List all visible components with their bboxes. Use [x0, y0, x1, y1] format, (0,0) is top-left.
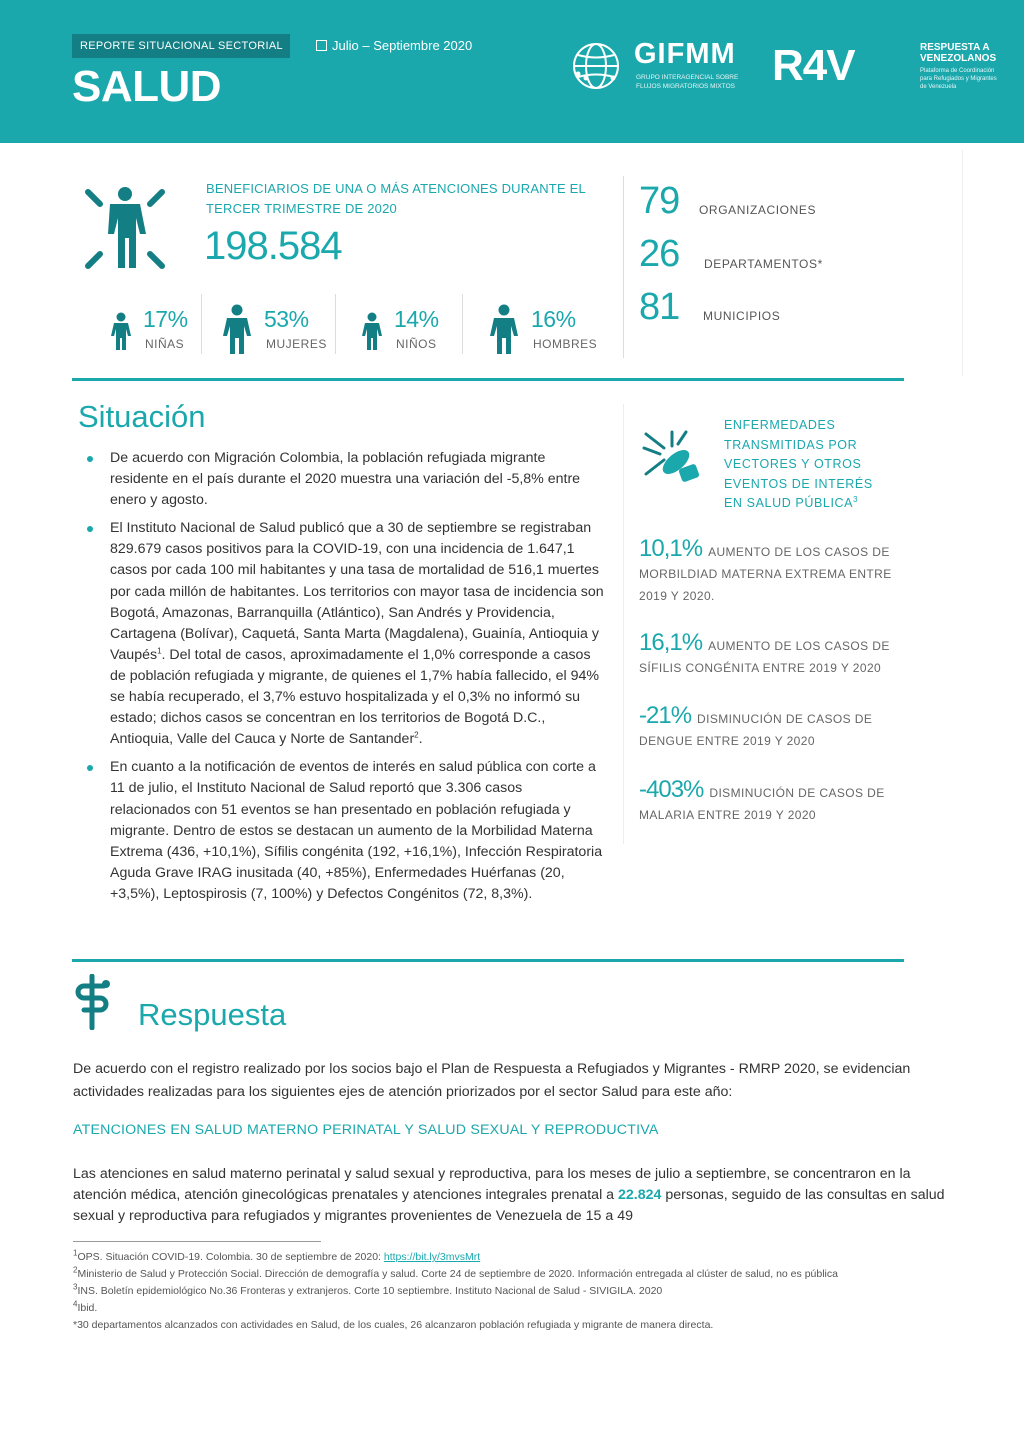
r4v-subtitle: Plataforma de Coordinación para Refugiados y Migrantes de Venezuela	[920, 68, 997, 90]
side-stat-pct: 16,1%	[639, 629, 703, 656]
calendar-icon	[316, 40, 327, 51]
list-item: De acuerdo con Migración Colombia, la población refugiada migrante residente en el país durante el 2020 muestra una variación del -5,8% entre enero y agosto.	[86, 448, 606, 511]
side-stat-text: DISMINUCIÓN DE CASOS DE MALARIA ENTRE 2019 Y 2020	[639, 786, 885, 822]
demo-label-ninos: NIÑOS	[396, 337, 437, 351]
divider	[462, 294, 463, 354]
situation-heading: Situación	[78, 399, 206, 434]
mosquito-icon	[642, 428, 700, 482]
organizations-label: ORGANIZACIONES	[699, 203, 817, 217]
gifmm-name: GIFMM	[634, 38, 736, 70]
footnote: $^2$Ministerio de Salud y Protección Social. Dirección de demografía y salud. Corte 24 de septiembre de 2020. Información entregada al clúster de salud, no es pública	[73, 1265, 838, 1280]
demo-pct-hombres: 16%	[531, 306, 576, 332]
side-stat-text: DISMINUCIÓN DE CASOS DE DENGUE ENTRE 2019 Y 2020	[639, 712, 873, 748]
r4v-title: RESPUESTA A VENEZOLANOS	[920, 42, 997, 64]
divider	[962, 150, 963, 376]
footnote: $^4$Ibid.	[73, 1299, 98, 1314]
section-rule	[72, 959, 904, 962]
departments-count: 26	[639, 233, 680, 275]
divider	[201, 294, 202, 354]
side-panel-heading: ENFERMEDADES TRANSMITIDAS POR VECTORES Y OTROS EVENTOS DE INTERÉS EN SALUD PÚBLICA$^3$	[724, 418, 873, 511]
demo-label-mujeres: MUJERES	[266, 337, 327, 351]
side-stat-text: AUMENTO DE LOS CASOS DE SÍFILIS CONGÉNITA ENTRE 2019 Y 2020	[639, 639, 890, 675]
demo-pct-mujeres: 53%	[264, 306, 309, 332]
footnote: $^1$OPS. Situación COVID-19. Colombia. 30 de septiembre de 2020: https://bit.ly/3mvsMrt	[73, 1248, 481, 1263]
demo-pct-ninos: 14%	[394, 306, 439, 332]
departments-label: DEPARTAMENTOS*	[704, 257, 823, 271]
person-radiating-icon	[80, 184, 170, 274]
demo-pct-ninas: 17%	[143, 306, 188, 332]
side-stat-item	[639, 535, 899, 607]
divider	[335, 294, 336, 354]
footnotes	[73, 1249, 953, 1334]
beneficiaries-count: 198.584	[204, 224, 342, 268]
demo-label-ninas: NIÑAS	[145, 337, 185, 351]
boy-icon	[361, 312, 383, 352]
caduceus-icon	[72, 974, 112, 1030]
divider	[623, 404, 624, 844]
beneficiaries-label: BENEFICIARIOS DE UNA O MÁS ATENCIONES DURANTE EL TERCER TRIMESTRE DE 2020	[206, 181, 586, 216]
list-item: El Instituto Nacional de Salud publicó que a 30 de septiembre se registraban 829.679 casos positivos para la COVID-19, con una incidencia de 1.647,1 casos por cada 100 mil habitantes y una tasa de mortalidad de 516,1 muertes por cada millón de habitantes. Los territorios con mayor tasa de incidencia son Bogotá, Amazonas, Barranquilla (Atlántico), San Andrés y Providencia, Cartagena (Bolívar), Caquetá, Santa Marta (Magdalena), Guainía, Antioquia y Vaupés$^1$. Del total de casos, aproximadamente el 1,0% corresponde a casos de población refugiada y migrante, de quienes el 1,7% había fallecido, el 94% se había recuperado, el 3,7% estuvo hospitalizada y el 0,3% no informó su estado; dichos casos se concentran en los territorios de Bogotá D.C., Antioquia, Valle del Cauca y Norte de Santander$^2$.	[86, 518, 606, 750]
side-stat-pct: -403%	[639, 776, 704, 803]
side-stat-pct: 10,1%	[639, 535, 703, 562]
woman-icon	[222, 304, 252, 356]
footnote-link[interactable]: https://bit.ly/3mvsMrt	[383, 1251, 481, 1263]
footnote: *30 departamentos alcanzados con actividades en Salud, de los cuales, 26 alcanzaron población refugiada y migrante de manera directa.	[73, 1319, 714, 1331]
response-intro: De acuerdo con el registro realizado por los socios bajo el Plan de Respuesta a Refugiados y Migrantes - RMRP 2020, se evidencian actividades realizadas para los siguientes ejes de atención priorizados por el sector Salud para este año:	[73, 1061, 911, 1100]
section-rule	[72, 378, 904, 381]
side-stat-item	[639, 776, 899, 826]
organizations-count: 79	[639, 180, 680, 222]
municipalities-count: 81	[639, 286, 680, 328]
report-type-tag: REPORTE SITUACIONAL SECTORIAL	[72, 34, 290, 58]
girl-icon	[110, 312, 132, 352]
response-heading: Respuesta	[138, 997, 287, 1032]
man-icon	[489, 304, 519, 356]
demo-label-hombres: HOMBRES	[533, 337, 598, 351]
side-stat-text: AUMENTO DE LOS CASOS DE MORBILDIAD MATERNA EXTREMA ENTRE 2019 Y 2020.	[639, 545, 892, 603]
report-period	[316, 38, 472, 53]
municipalities-label: MUNICIPIOS	[703, 309, 781, 323]
list-item: En cuanto a la notificación de eventos de interés en salud pública con corte a 11 de julio, el Instituto Nacional de Salud reportó que 3.306 casos relacionados con 51 eventos se han presentado en población refugiada y migrante. Dentro de estos se destacan un aumento de la Morbilidad Materna Extrema (436, +10,1%), Sífilis congénita (192, +16,1%), Infección Respiratoria Aguda Grave IRAG inusitada (40, +85%), Enfermedades Huérfanas (20, +3,5%), Leptospirosis (7, 100%) y Defectos Congénitos (72, 8,3%).	[86, 757, 606, 905]
side-stat-item	[639, 702, 899, 752]
report-period-text: Julio – Septiembre 2020	[332, 38, 473, 53]
situation-list	[86, 448, 606, 912]
divider	[623, 176, 624, 358]
r4v-logo: R4V	[772, 41, 855, 90]
footnote: $^3$INS. Boletín epidemiológico No.36 Fronteras y extranjeros. Corte 10 septiembre. Instituto Nacional de Salud - SIVIGILA. 2020	[73, 1282, 663, 1297]
side-stat-pct: -21%	[639, 702, 692, 729]
gifmm-subtitle: GRUPO INTERAGENCIAL SOBRE FLUJOS MIGRATORIOS MIXTOS	[636, 74, 739, 90]
page-title: SALUD	[72, 62, 222, 111]
footnote-rule	[73, 1241, 321, 1242]
highlight-count: 22.824	[618, 1187, 662, 1203]
response-body: Las atenciones en salud materno perinatal y salud sexual y reproductiva, para los meses de julio a septiembre, se concentraron en la atención médica, atención ginecológicas prenatales y atenciones integrales prenatal a 22.824 personas, seguido de las consultas en salud sexual y reproductiva para refugiados y migrantes provenientes de Venezuela de 15 a 49	[73, 1166, 945, 1224]
response-subheading: ATENCIONES EN SALUD MATERNO PERINATAL Y SALUD SEXUAL Y REPRODUCTIVA	[73, 1122, 659, 1138]
side-stat-item	[639, 629, 899, 679]
